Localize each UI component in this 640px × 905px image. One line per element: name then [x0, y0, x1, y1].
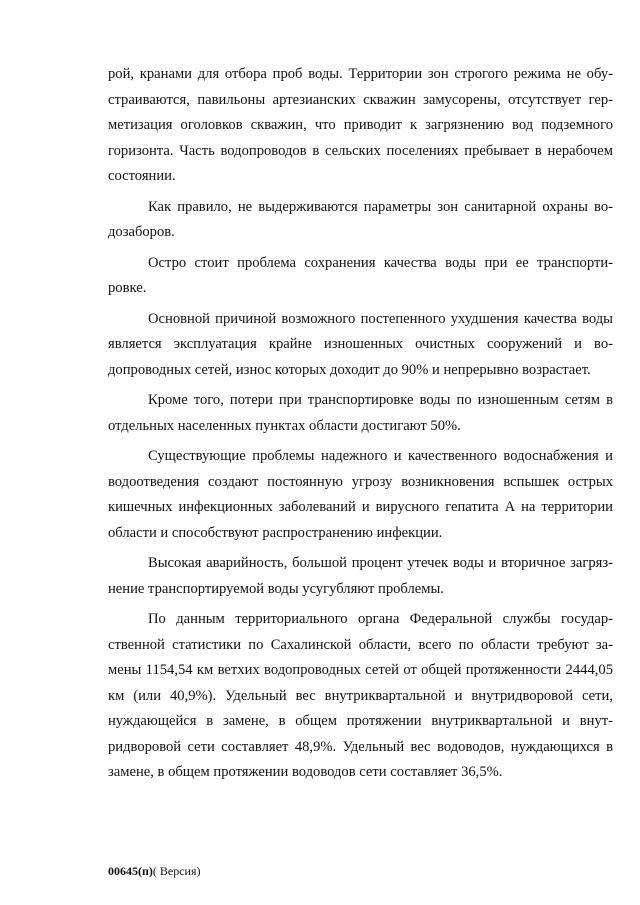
document-code: 00645(п) — [108, 864, 153, 878]
paragraph-6: Существующие проблемы надежного и качественного водоснабжения и водоотведения создают постоянную угрозу возникновения вспышек острых кишечных инфекционных заболеваний и вирусного гепатита А на территории области и способствуют распространению инфекции. — [108, 448, 613, 541]
paragraph-1: рой, кранами для отбора проб воды. Территории зон строгого режима не обу-страиваются, павильоны артезианских скважин замусорены, отсутствует гер-метизация оголовков скважин, что приводит к загрязнению вод подземного горизонта. Часть водопроводов в сельских поселениях пребывает в нерабочем состоянии. — [108, 66, 613, 184]
paragraph-2: Как правило, не выдерживаются параметры зон санитарной охраны во-дозаборов. — [108, 198, 613, 240]
page-footer — [108, 864, 201, 879]
version-label: ( Версия) — [152, 864, 201, 878]
paragraph-3: Остро стоит проблема сохранения качества воды при ее транспорти-ровке. — [108, 254, 613, 296]
paragraph-8: По данным территориального органа Федеральной службы государ-ственной статистики по Сахалинской области, всего по области требуют за-мены 1154,54 км ветхих водопроводных сетей от общей протяженности 2444,05 км (или 40,9%). Удельный вес внутриквартальной и внутридворовой сети, нуждающейся в замене, в общем протяжении внутриквартальной и внут-ридворовой сети составляет 48,9%. Удельный вес водоводов, нуждающихся в замене, в общем протяжении водоводов сети составляет 36,5%. — [108, 611, 613, 780]
body-text — [108, 62, 613, 791]
paragraph-7: Высокая аварийность, большой процент утечек воды и вторичное загряз-нение транспортируемой воды усугубляют проблемы. — [108, 555, 613, 597]
paragraph-5: Кроме того, потери при транспортировке воды по изношенным сетям в отдельных населенных пунктах области достигают 50%. — [108, 392, 613, 434]
paragraph-4: Основной причиной возможного постепенного ухудшения качества воды является эксплуатация крайне изношенных очистных сооружений и во-допроводных сетей, износ которых доходит до 90% и непрерывно возрастает. — [108, 310, 613, 378]
